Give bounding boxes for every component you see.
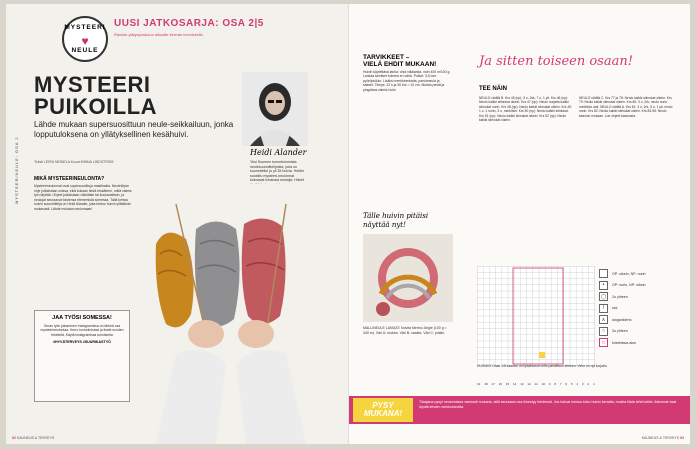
box-title: JAA TYÖSI SOMESSA!	[52, 315, 112, 321]
right-page	[348, 4, 690, 444]
subscribe-label-line-1: PYSY	[372, 401, 394, 410]
legend-item	[599, 337, 679, 349]
collage-caption-line-1: Tälle huivin pitäisi	[363, 212, 429, 220]
badge-bottom-text: NEULE	[71, 47, 99, 54]
lead-paragraph: Lähde mukaan supersuosittuun neule-seikkailuun, jonka lopputuloksena on yllätyksellinen kesähuivi.	[34, 120, 234, 139]
chart-axis-label: 4	[576, 382, 579, 386]
mystery-badge	[62, 16, 108, 62]
magazine-spread	[6, 4, 690, 444]
legend-symbol: ◯	[600, 293, 607, 300]
knitting-chart	[477, 266, 595, 366]
byline: Teksti LEENI NEINELA Kuvat MINNA LINDSTRÖM	[34, 160, 114, 164]
subscribe-banner	[349, 396, 690, 424]
chart-axis-label: 11	[534, 382, 538, 386]
box-hashtags: #HYVÄTERVEYS #SUURIKASTYÖ	[53, 340, 111, 345]
page-title	[34, 74, 157, 118]
badge-top-text: MYSTEERI	[64, 24, 106, 31]
instructions-column-2: NEULO väriltä C. Krs 77 ja 78: Neulo kaikki silmukat oikein. Krs 79: Neulo kaikki silmukat oikein. Krs 80: 3 o, 2rk, neulo nurin merkitsin asti. NEULO väriltä A. Krs 81: 3 o, 2rk, 5 o, 1 ylt, neulo nurin. Krs 82: Neulo kaikki silmukat oikein. Krs 83-96: Neulo kaavion mukaan. Lue ohjeet kaaviosta.	[579, 96, 673, 118]
legend-symbol	[599, 269, 608, 278]
chart-axis-label: 2	[587, 382, 590, 386]
legend-label: langankierto	[612, 317, 632, 322]
title-line-2: PUIKOILLA	[34, 94, 158, 119]
legend-item	[599, 291, 679, 303]
shawl-progress-photo	[363, 234, 453, 322]
legend-item	[599, 268, 679, 280]
model-yarn-info: MALLINEULE LANGAT: Novita Merino Jingle (100 g = 340 m). Väri A: ruskea. Väri B: vaalea. Väri C: pinkki.	[363, 326, 447, 335]
collage-caption-line-2: näyttää nyt!	[363, 221, 406, 229]
left-footer-text: KAUNEUS & TERVEYS	[16, 436, 55, 440]
chart-axis-label: 6	[565, 382, 568, 386]
legend-symbol: □	[599, 338, 608, 347]
legend-symbol: •	[599, 281, 608, 290]
right-footer-text: KAUNEUS & TERVEYS	[641, 436, 680, 440]
legend-label: toistettava alue	[612, 340, 637, 345]
chart-axis-label: 7	[559, 382, 562, 386]
subscribe-label	[353, 398, 413, 422]
legend-item	[599, 303, 679, 315]
legend-item	[599, 326, 679, 338]
designer-signature: Heidi Alander	[250, 148, 307, 157]
legend-symbol: ○	[599, 327, 608, 336]
right-page-number: 63	[680, 436, 684, 440]
chart-axis-label: 5	[570, 382, 573, 386]
chart-axis-label: 8	[554, 382, 557, 386]
heart-icon: ♥	[81, 34, 89, 48]
legend-label: ssk	[612, 306, 618, 311]
chart-axis-label: 10	[541, 382, 545, 386]
supplies-heading	[363, 54, 436, 68]
chart-axis-label: 13	[520, 382, 524, 386]
chart-axis-label: 12	[527, 382, 531, 386]
side-label: MYSTEERINEULE: OSA 2	[14, 136, 19, 204]
legend-symbol: /	[599, 304, 608, 313]
instructions-heading: TEE NÄIN	[479, 86, 508, 92]
chart-axis-label: 19	[477, 382, 481, 386]
designer-portrait	[242, 72, 308, 146]
legend-label: 2o yhteen	[612, 294, 628, 299]
series-title: UUSI JATKOSARJA: OSA 2|5	[114, 18, 264, 29]
chart-axis-label: 18	[484, 382, 488, 386]
collage-caption	[363, 212, 428, 230]
designer-bio: Yksi Suomen tunnetuimmista neulesuunnittelijoista, joka on suunnitellut jo yli 35 huivia. Heidin suosittu mysteeri-neulonnat kokoavat tuhansia neulojia. Hänet	[250, 160, 304, 183]
left-page-number: 62	[12, 436, 16, 440]
section-headline: Ja sitten toiseen osaan!	[479, 54, 633, 69]
right-footer	[642, 436, 684, 440]
chart-axis-label: 3	[582, 382, 584, 386]
chart-note: HUOMIO! Osan 1/5 kaavion on lipsahtanut virhe painettuun lehteen. Virhe on nyt korjattu.	[477, 364, 608, 368]
left-page	[6, 4, 348, 444]
social-share-box	[34, 310, 130, 402]
supplies-heading-line-1: TARVIKKEET –	[363, 54, 410, 61]
legend-item	[599, 280, 679, 292]
chart-axis-label: 9	[548, 382, 551, 386]
legend-symbol: ∧	[599, 315, 608, 324]
series-subtitle: Ravistu ylätyspuskuun alkoalle kerrran kerrokselle.	[114, 32, 204, 37]
box-text: Oman työn jakaminen Instagramissa on tärkeä osa mysteerineulontaa. Kerro tunnelmistasi ja ihaile muiden tekeleitä. Käytä instagramissa tunnisteita	[40, 324, 124, 337]
chart-axis-label: 15	[505, 382, 510, 386]
subscribe-label-line-2: MUKANA!	[363, 409, 403, 418]
chart-axis-label: 14	[513, 382, 517, 386]
legend-label: OP: oikein, NP: nurin	[612, 271, 646, 276]
supplies-heading-line-2: VIELÄ EHDIT MUKAAN!	[363, 61, 437, 68]
left-footer	[12, 436, 54, 440]
chart-axis	[477, 382, 595, 386]
supplies-text: Huivin käytettävä lanka: ohut villalanka, noin 400 m/100 g. Lankaa tarvitset kolmea eri väriä. Puikot: 3,5 mm pyöröpuikko. Lisäksi merkkirenkaita, parsinneula ja sakset. Tiheys: 22 s ja 30 krs = 10 cm. Muista pestä ja pingottaa valmis huivi.	[363, 70, 451, 92]
chart-axis-label: 17	[491, 382, 495, 386]
instructions-column-1: NEULO väriltä B. Krs 45 (np): 3 o, 2sk, 7 o, 1 ylt. Krs 46 (np): Neulo kaikki silmukat oikein. Krs 47 (np): Neulo nurjalta kaikki silmukat nurin. Krs 48 (np): Neulo kaikki silmukat oikein. Krs 49: 1 o, 1 nurin, 3 o, merkitsin. Krs 50 (np): Neulo kaikki silmukat. Krs 51 (np): Neulo kaikki silmukat oikein. Krs 52 (np): Neulo kaikki silmukat oikein.	[479, 96, 572, 123]
legend-label: OP: nurin, NP: oikein	[612, 283, 646, 288]
chart-axis-label: 1	[593, 382, 595, 386]
section-heading: MIKÄ MYSTEERINEULONTA?	[34, 176, 105, 182]
chart-legend	[599, 268, 679, 349]
title-line-1: MYSTEERI	[34, 72, 151, 97]
yarn-photo	[136, 184, 348, 444]
legend-label: 3o yhteen	[612, 329, 628, 334]
subscribe-text: Tilaajana pysyt neulomassa varmasti mukana, sillä seuraava osa ilmestyy lehdessä. Jos haluat neuloa koko huivin kerralla, muista tilata lehti kotiisi. Aiemmat osat löydät lehden verkkosivuilta.	[419, 400, 677, 409]
legend-item	[599, 314, 679, 326]
chart-axis-label: 16	[498, 382, 502, 386]
article-body: Mysteerineulonnat ovat supersuosittuja maailmalla. Neulekirjan ohje julkaistaan osissa, eikä kukaan tiedä etukäteen, miltä valmis työ näyttää. Ohjeet julkaistaan viikoittain tai kuukausittain, ja neulojat seuraavat toistensa etenemistä somessa. Tällä kertaa huivin suunnittelija on Heidi Alander, joka kertoo huivin yllättävän mukavasti. Lähde mukaan neulomaan!	[34, 184, 132, 211]
